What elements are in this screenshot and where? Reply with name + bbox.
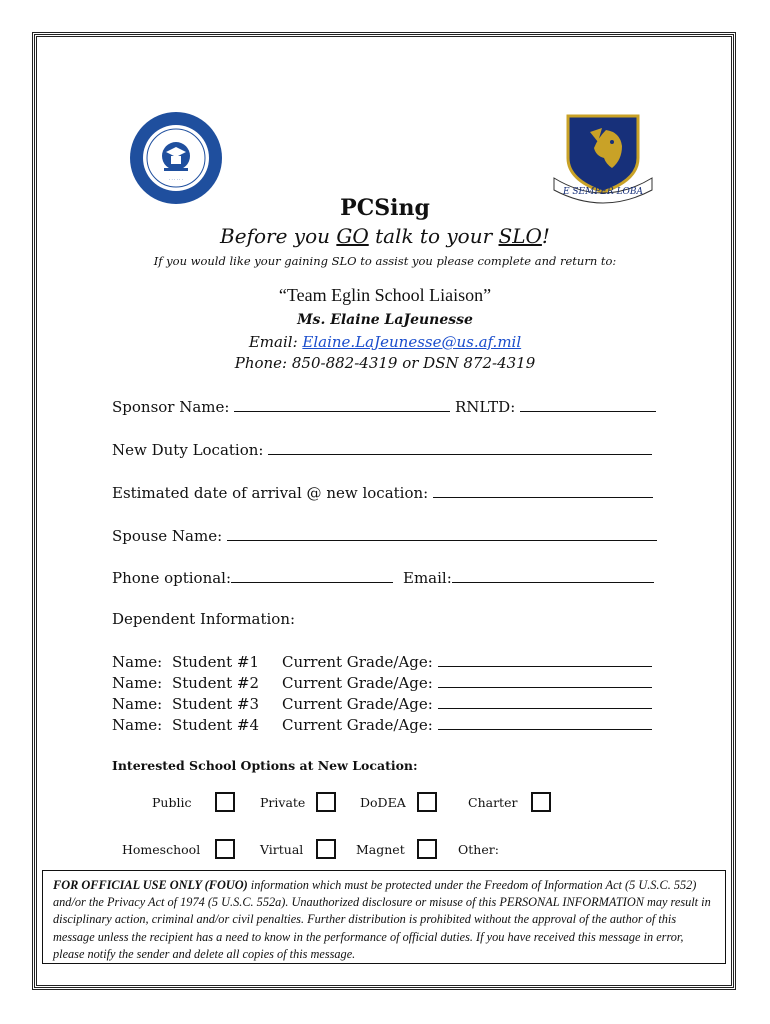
option-label-public: Public xyxy=(152,795,192,810)
dependent-grade-label: Current Grade/Age: xyxy=(282,674,433,692)
option-label-virtual: Virtual xyxy=(260,842,304,857)
email-link[interactable]: Elaine.LaJeunesse@us.af.mil xyxy=(302,333,522,351)
dependent-student-label: Student #2 xyxy=(172,674,260,692)
email-label: Email: xyxy=(403,569,452,587)
option-label-other: Other: xyxy=(458,842,499,857)
contact-email: Email: Elaine.LaJeunesse@us.af.mil xyxy=(248,333,522,351)
dependent-row-1 xyxy=(112,652,652,671)
new-duty-location-label: New Duty Location: xyxy=(112,441,264,459)
arrival-date-field[interactable] xyxy=(433,483,653,498)
arrival-date-label: Estimated date of arrival @ new location: xyxy=(112,484,429,502)
contact-phone: Phone: 850-882-4319 or DSN 872-4319 xyxy=(234,354,536,372)
fouo-notice xyxy=(42,870,726,964)
checkbox-charter[interactable] xyxy=(531,792,551,812)
dependent-name-label: Name: xyxy=(112,716,163,734)
email-field[interactable] xyxy=(452,568,654,583)
school-liaison-seal-logo xyxy=(128,110,224,206)
new-duty-location-field[interactable] xyxy=(268,440,652,455)
dependent-student-label: Student #4 xyxy=(172,716,260,734)
checkbox-public[interactable] xyxy=(215,792,235,812)
arrival-date-row xyxy=(112,483,653,502)
dependent-student-label: Student #1 xyxy=(172,653,260,671)
dependent-grade-field[interactable] xyxy=(438,694,652,709)
dependent-grade-label: Current Grade/Age: xyxy=(282,695,433,713)
new-duty-location-row xyxy=(112,440,652,459)
sponsor-name-label: Sponsor Name: xyxy=(112,398,230,416)
phone-optional-label: Phone optional: xyxy=(112,569,232,587)
svg-text:· · · · · ·: · · · · · · xyxy=(169,177,183,182)
dependent-row-3 xyxy=(112,694,652,713)
dependent-name-label: Name: xyxy=(112,653,163,671)
rnltd-label: RNLTD: xyxy=(455,398,516,416)
checkbox-virtual[interactable] xyxy=(316,839,336,859)
option-label-magnet: Magnet xyxy=(356,842,405,857)
email-row xyxy=(403,568,654,587)
checkbox-dodea[interactable] xyxy=(417,792,437,812)
dependent-grade-label: Current Grade/Age: xyxy=(282,716,433,734)
option-label-homeschool: Homeschool xyxy=(122,842,201,857)
dependent-grade-field[interactable] xyxy=(438,652,652,667)
phone-optional-field[interactable] xyxy=(231,568,393,583)
checkbox-homeschool[interactable] xyxy=(215,839,235,859)
option-label-private: Private xyxy=(260,795,306,810)
rnltd-field[interactable] xyxy=(520,397,656,412)
phone-optional-row xyxy=(112,568,393,587)
contact-name: Ms. Elaine LaJeunesse xyxy=(297,312,473,328)
spouse-name-label: Spouse Name: xyxy=(112,527,223,545)
dependent-name-label: Name: xyxy=(112,674,163,692)
spouse-name-field[interactable] xyxy=(227,526,657,541)
fouo-heading: FOR OFFICIAL USE ONLY (FOUO) xyxy=(53,878,248,892)
checkbox-private[interactable] xyxy=(316,792,336,812)
dependent-grade-label: Current Grade/Age: xyxy=(282,653,433,671)
dependent-grade-field[interactable] xyxy=(438,673,652,688)
option-label-dodea: DoDEA xyxy=(360,795,406,810)
spouse-name-row xyxy=(112,526,657,545)
team-name: “Team Eglin School Liaison” xyxy=(278,285,492,305)
instructions-text: If you would like your gaining SLO to assist you please complete and return to: xyxy=(153,254,617,268)
page-title: PCSing xyxy=(340,195,430,221)
dependent-row-2 xyxy=(112,673,652,692)
dependent-name-label: Name: xyxy=(112,695,163,713)
sponsor-name-field[interactable] xyxy=(234,397,450,412)
school-options-heading: Interested School Options at New Location: xyxy=(112,758,418,773)
page-subtitle: Before you GO talk to your SLO! xyxy=(220,224,550,248)
sponsor-name-row xyxy=(112,397,450,416)
dependent-info-heading: Dependent Information: xyxy=(112,610,296,628)
dependent-row-4 xyxy=(112,715,652,734)
emblem-motto-text: E SEMPER LOBA xyxy=(562,187,644,197)
checkbox-magnet[interactable] xyxy=(417,839,437,859)
option-label-charter: Charter xyxy=(468,795,518,810)
rnltd-row xyxy=(455,397,656,416)
dependent-student-label: Student #3 xyxy=(172,695,260,713)
dependent-grade-field[interactable] xyxy=(438,715,652,730)
eagle-shield-emblem-logo xyxy=(548,108,658,208)
fouo-body: information which must be protected under the Freedom of Information Act (5 U.S.C. 552) and/or the Privacy Act of 1974 (5 U.S.C. 552a). Unauthorized disclosure or misuse of this PERSONAL INFORMATION may result in disciplinary action, criminal and/or civil penalties. Further distribution is prohibited without the approval of the author of this message unless the recipient has a need to know in the performance of official duties. If you have received this message in error, please notify the sender and delete all copies of this message. xyxy=(53,878,711,961)
